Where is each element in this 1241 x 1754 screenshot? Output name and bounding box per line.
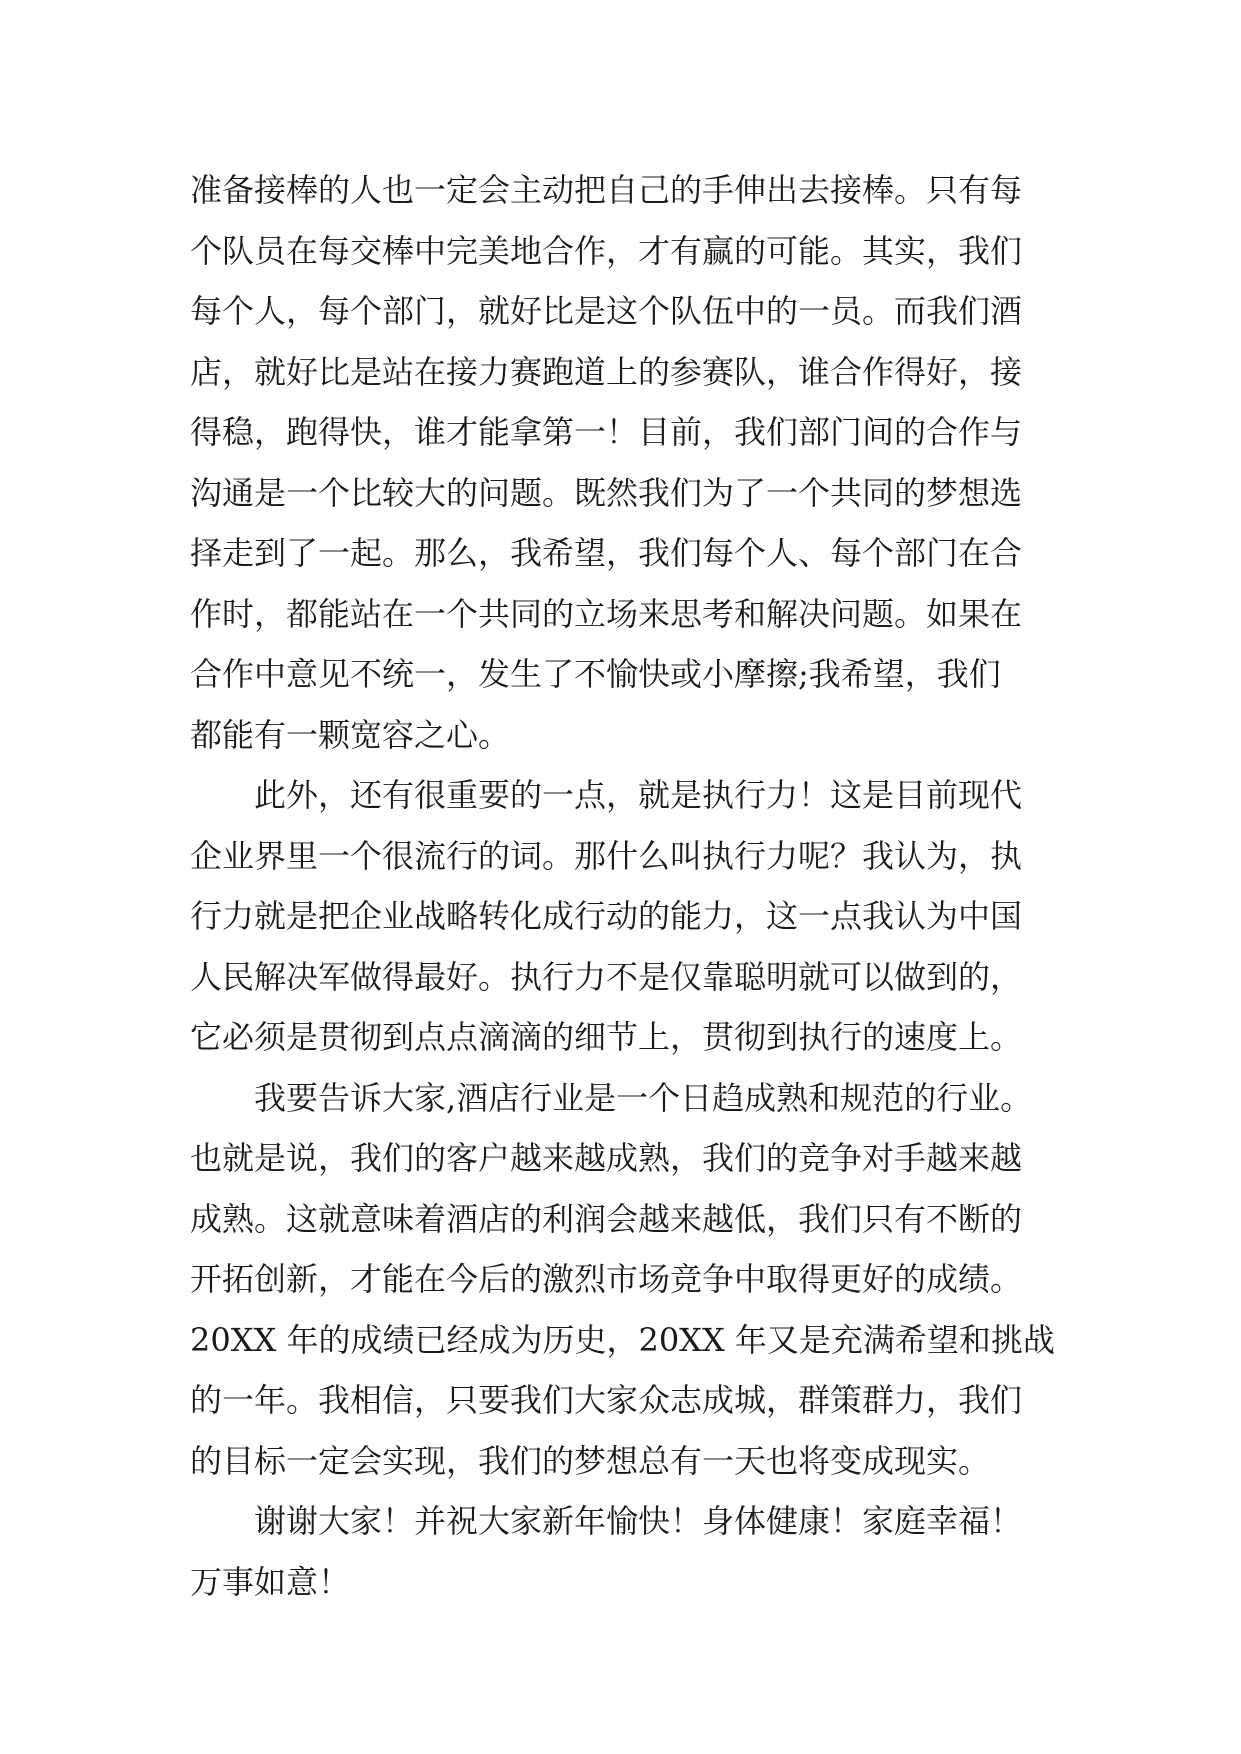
text-line: 也就是说，我们的客户越来越成熟，我们的竞争对手越来越 (190, 1139, 1023, 1177)
text-line: 行力就是把企业战略转化成行动的能力，这一点我认为中国 (190, 897, 1023, 935)
text-line: 谢谢大家！并祝大家新年愉快！身体健康！家庭幸福！ (254, 1502, 1023, 1540)
text-line: 个队员在每交棒中完美地合作，才有赢的可能。其实，我们 (190, 231, 1023, 270)
text-line: 开拓创新，才能在今后的激烈市场竞争中取得更好的成绩。 (190, 1260, 1023, 1298)
paragraph (190, 160, 1070, 765)
text-line: 择走到了一起。那么，我希望，我们每个人、每个部门在合 (190, 534, 1023, 572)
paragraph (190, 1068, 1070, 1492)
paragraph (190, 765, 1070, 1068)
text-line: 合作中意见不统一，发生了不愉快或小摩擦;我希望，我们 (190, 655, 1001, 693)
text-line: 人民解决军做得最好。执行力不是仅靠聪明就可以做到的， (190, 957, 1023, 996)
text-line: 我要告诉大家,酒店行业是一个日趋成熟和规范的行业。 (254, 1078, 1033, 1117)
text-line: 的目标一定会实现，我们的梦想总有一天也将变成现实。 (190, 1441, 991, 1480)
text-line: 万事如意！ (190, 1562, 351, 1601)
text-line: 的一年。我相信，只要我们大家众志成城，群策群力，我们 (190, 1381, 1023, 1419)
text-line: 作时，都能站在一个共同的立场来思考和解决问题。如果在 (190, 594, 1023, 633)
text-line: 此外，还有很重要的一点，就是执行力！这是目前现代 (254, 776, 1023, 814)
text-line: 20XX 年的成绩已经成为历史，20XX 年又是充满希望和挑战 (190, 1320, 1055, 1359)
text-line: 它必须是贯彻到点点滴滴的细节上，贯彻到执行的速度上。 (190, 1018, 1023, 1056)
text-line: 成熟。这就意味着酒店的利润会越来越低，我们只有不断的 (190, 1199, 1023, 1238)
paragraph (190, 1491, 1070, 1612)
text-line: 都能有一颗宽容之心。 (190, 715, 511, 754)
document-body (190, 160, 1070, 1612)
text-line: 每个人，每个部门，就好比是这个队伍中的一员。而我们酒 (190, 292, 1023, 330)
text-line: 店，就好比是站在接力赛跑道上的参赛队，谁合作得好，接 (190, 352, 1023, 391)
text-line: 企业界里一个很流行的词。那什么叫执行力呢？我认为，执 (190, 836, 1023, 875)
text-line: 沟通是一个比较大的问题。既然我们为了一个共同的梦想选 (190, 473, 1023, 512)
text-line: 得稳，跑得快，谁才能拿第一！目前，我们部门间的合作与 (190, 413, 1023, 451)
text-line: 准备接棒的人也一定会主动把自己的手伸出去接棒。只有每 (190, 171, 1023, 209)
